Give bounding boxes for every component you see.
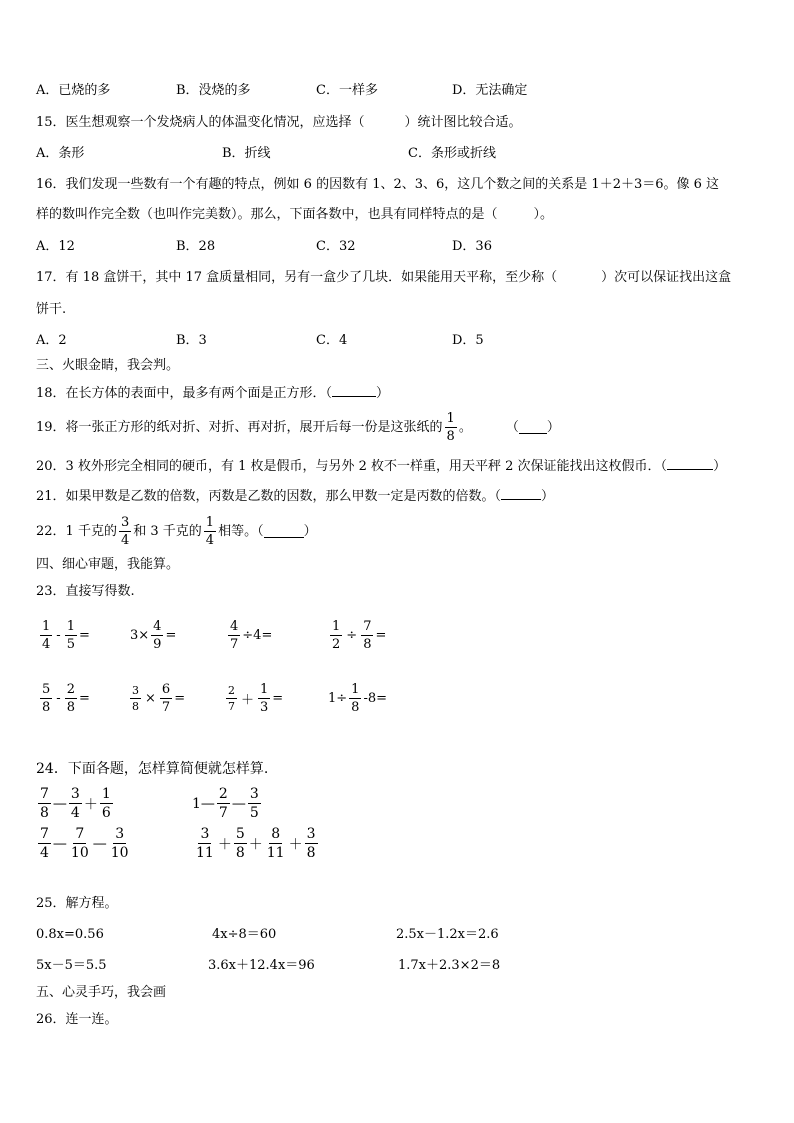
q23-expression-4: $\frac{1}{2}$ ÷ $\frac{7}{8}$ = bbox=[332, 619, 387, 652]
q24-expression-4: 3 11 ＋ 5 8 ＋ 8 11 ＋ 3 8 bbox=[196, 826, 316, 861]
q18-statement: 18．在长方体的表面中，最多有两个面是正方形．（ ） bbox=[36, 386, 390, 401]
q25-equation-1: 0.8x=0.56 bbox=[36, 927, 104, 942]
q16-option-b: B．28 bbox=[176, 239, 216, 254]
q14-option-a: A．已烧的多 bbox=[36, 83, 111, 98]
q23-title: 23．直接写得数. bbox=[36, 584, 135, 599]
q20-statement: 20．3 枚外形完全相同的硬币，有 1 枚是假币，与另外 2 枚不一样重，用天平秤 2 次保证能找出这枚假币．（ ） bbox=[36, 459, 727, 474]
q25-equation-4: 5x－5＝5.5 bbox=[36, 958, 107, 973]
q19-statement: 19．将一张正方形的纸对折、对折、再对折，展开后每一份是这张纸的 1 8 。 （ ） bbox=[36, 411, 560, 444]
q17-question-line2: 饼干. bbox=[36, 302, 67, 317]
q16-option-c: C．32 bbox=[316, 239, 356, 254]
q17-option-b: B．3 bbox=[176, 333, 207, 348]
q23-expression-2: 3× $\frac{4}{9}$ = bbox=[130, 619, 177, 652]
q25-equation-5: 3.6x＋12.4x＝96 bbox=[208, 958, 315, 973]
q15-option-a: A．条形 bbox=[36, 146, 85, 161]
q23-expression-7: 2 7 ＋ $\frac{1}{3}$ = bbox=[228, 682, 284, 715]
q24-title: 24．下面各题，怎样算简便就怎样算. bbox=[36, 761, 269, 777]
q17-option-c: C．4 bbox=[316, 333, 348, 348]
section-3-heading: 三、火眼金睛，我会判。 bbox=[36, 358, 180, 373]
q16-option-a: A．12 bbox=[36, 239, 75, 254]
q16-option-d: D．36 bbox=[452, 239, 492, 254]
q25-equation-3: 2.5x－1.2x＝2.6 bbox=[396, 927, 499, 942]
q15-option-b: B．折线 bbox=[222, 146, 271, 161]
q23-expression-1: 1 4 - $\frac{1}{5}$ = bbox=[42, 619, 90, 652]
q26-title: 26．连一连。 bbox=[36, 1012, 118, 1027]
q16-question-line2: 样的数叫作完全数（也叫作完美数）。那么，下面各数中，也具有同样特点的是（ ）。 bbox=[36, 207, 554, 222]
q23-expression-6: $\frac{3}{8}$ × $\frac{6}{7}$ = bbox=[132, 682, 186, 715]
q23-expression-8: 1÷ $\frac{1}{8}$ -8= bbox=[328, 682, 388, 715]
section-5-heading: 五、心灵手巧，我会画 bbox=[36, 985, 167, 1000]
q24-expression-3: 7 4 — 7 10 — 3 10 bbox=[40, 826, 129, 861]
q17-question-line1: 17．有 18 盒饼干，其中 17 盒质量相同，另有一盒少了几块．如果能用天平称，至少称（ ）次可以保证找出这盒 bbox=[36, 270, 732, 285]
q14-option-d: D．无法确定 bbox=[452, 83, 528, 98]
q22-statement: 22．1 千克的 3 4 和 3 千克的 1 4 相等。（ ） bbox=[36, 515, 317, 548]
q19-fraction: 1 8 bbox=[446, 411, 455, 444]
q25-equation-6: 1.7x＋2.3×2＝8 bbox=[398, 958, 501, 973]
q25-equation-2: 4x÷8＝60 bbox=[212, 927, 277, 942]
q14-option-b: B．没烧的多 bbox=[176, 83, 251, 98]
q25-title: 25．解方程。 bbox=[36, 896, 118, 911]
q16-question-line1: 16．我们发现一些数有一个有趣的特点，例如 6 的因数有 1、2、3、6，这几个数之间的关系是 1＋2＋3＝6。像 6 这 bbox=[36, 177, 720, 192]
section-4-heading: 四、细心审题，我能算。 bbox=[36, 557, 180, 572]
q17-option-d: D．5 bbox=[452, 333, 484, 348]
q24-expression-1: 7 8 — 3 4 ＋ 1 6 bbox=[40, 786, 111, 821]
q17-option-a: A．2 bbox=[36, 333, 67, 348]
q21-statement: 21．如果甲数是乙数的倍数，丙数是乙数的因数，那么甲数一定是丙数的倍数。（ ） bbox=[36, 489, 555, 504]
q15-question: 15．医生想观察一个发烧病人的体温变化情况，应选择（ ）统计图比较合适。 bbox=[36, 115, 522, 130]
q23-expression-3: $\frac{4}{7}$ ÷4= bbox=[230, 619, 273, 652]
q15-option-c: C．条形或折线 bbox=[408, 146, 496, 161]
q14-option-c: C．一样多 bbox=[316, 83, 378, 98]
q23-expression-5: 5 8 - $\frac{2}{8}$ = bbox=[42, 682, 90, 715]
q24-expression-2: 1— 2 7 — 3 5 bbox=[192, 786, 259, 821]
